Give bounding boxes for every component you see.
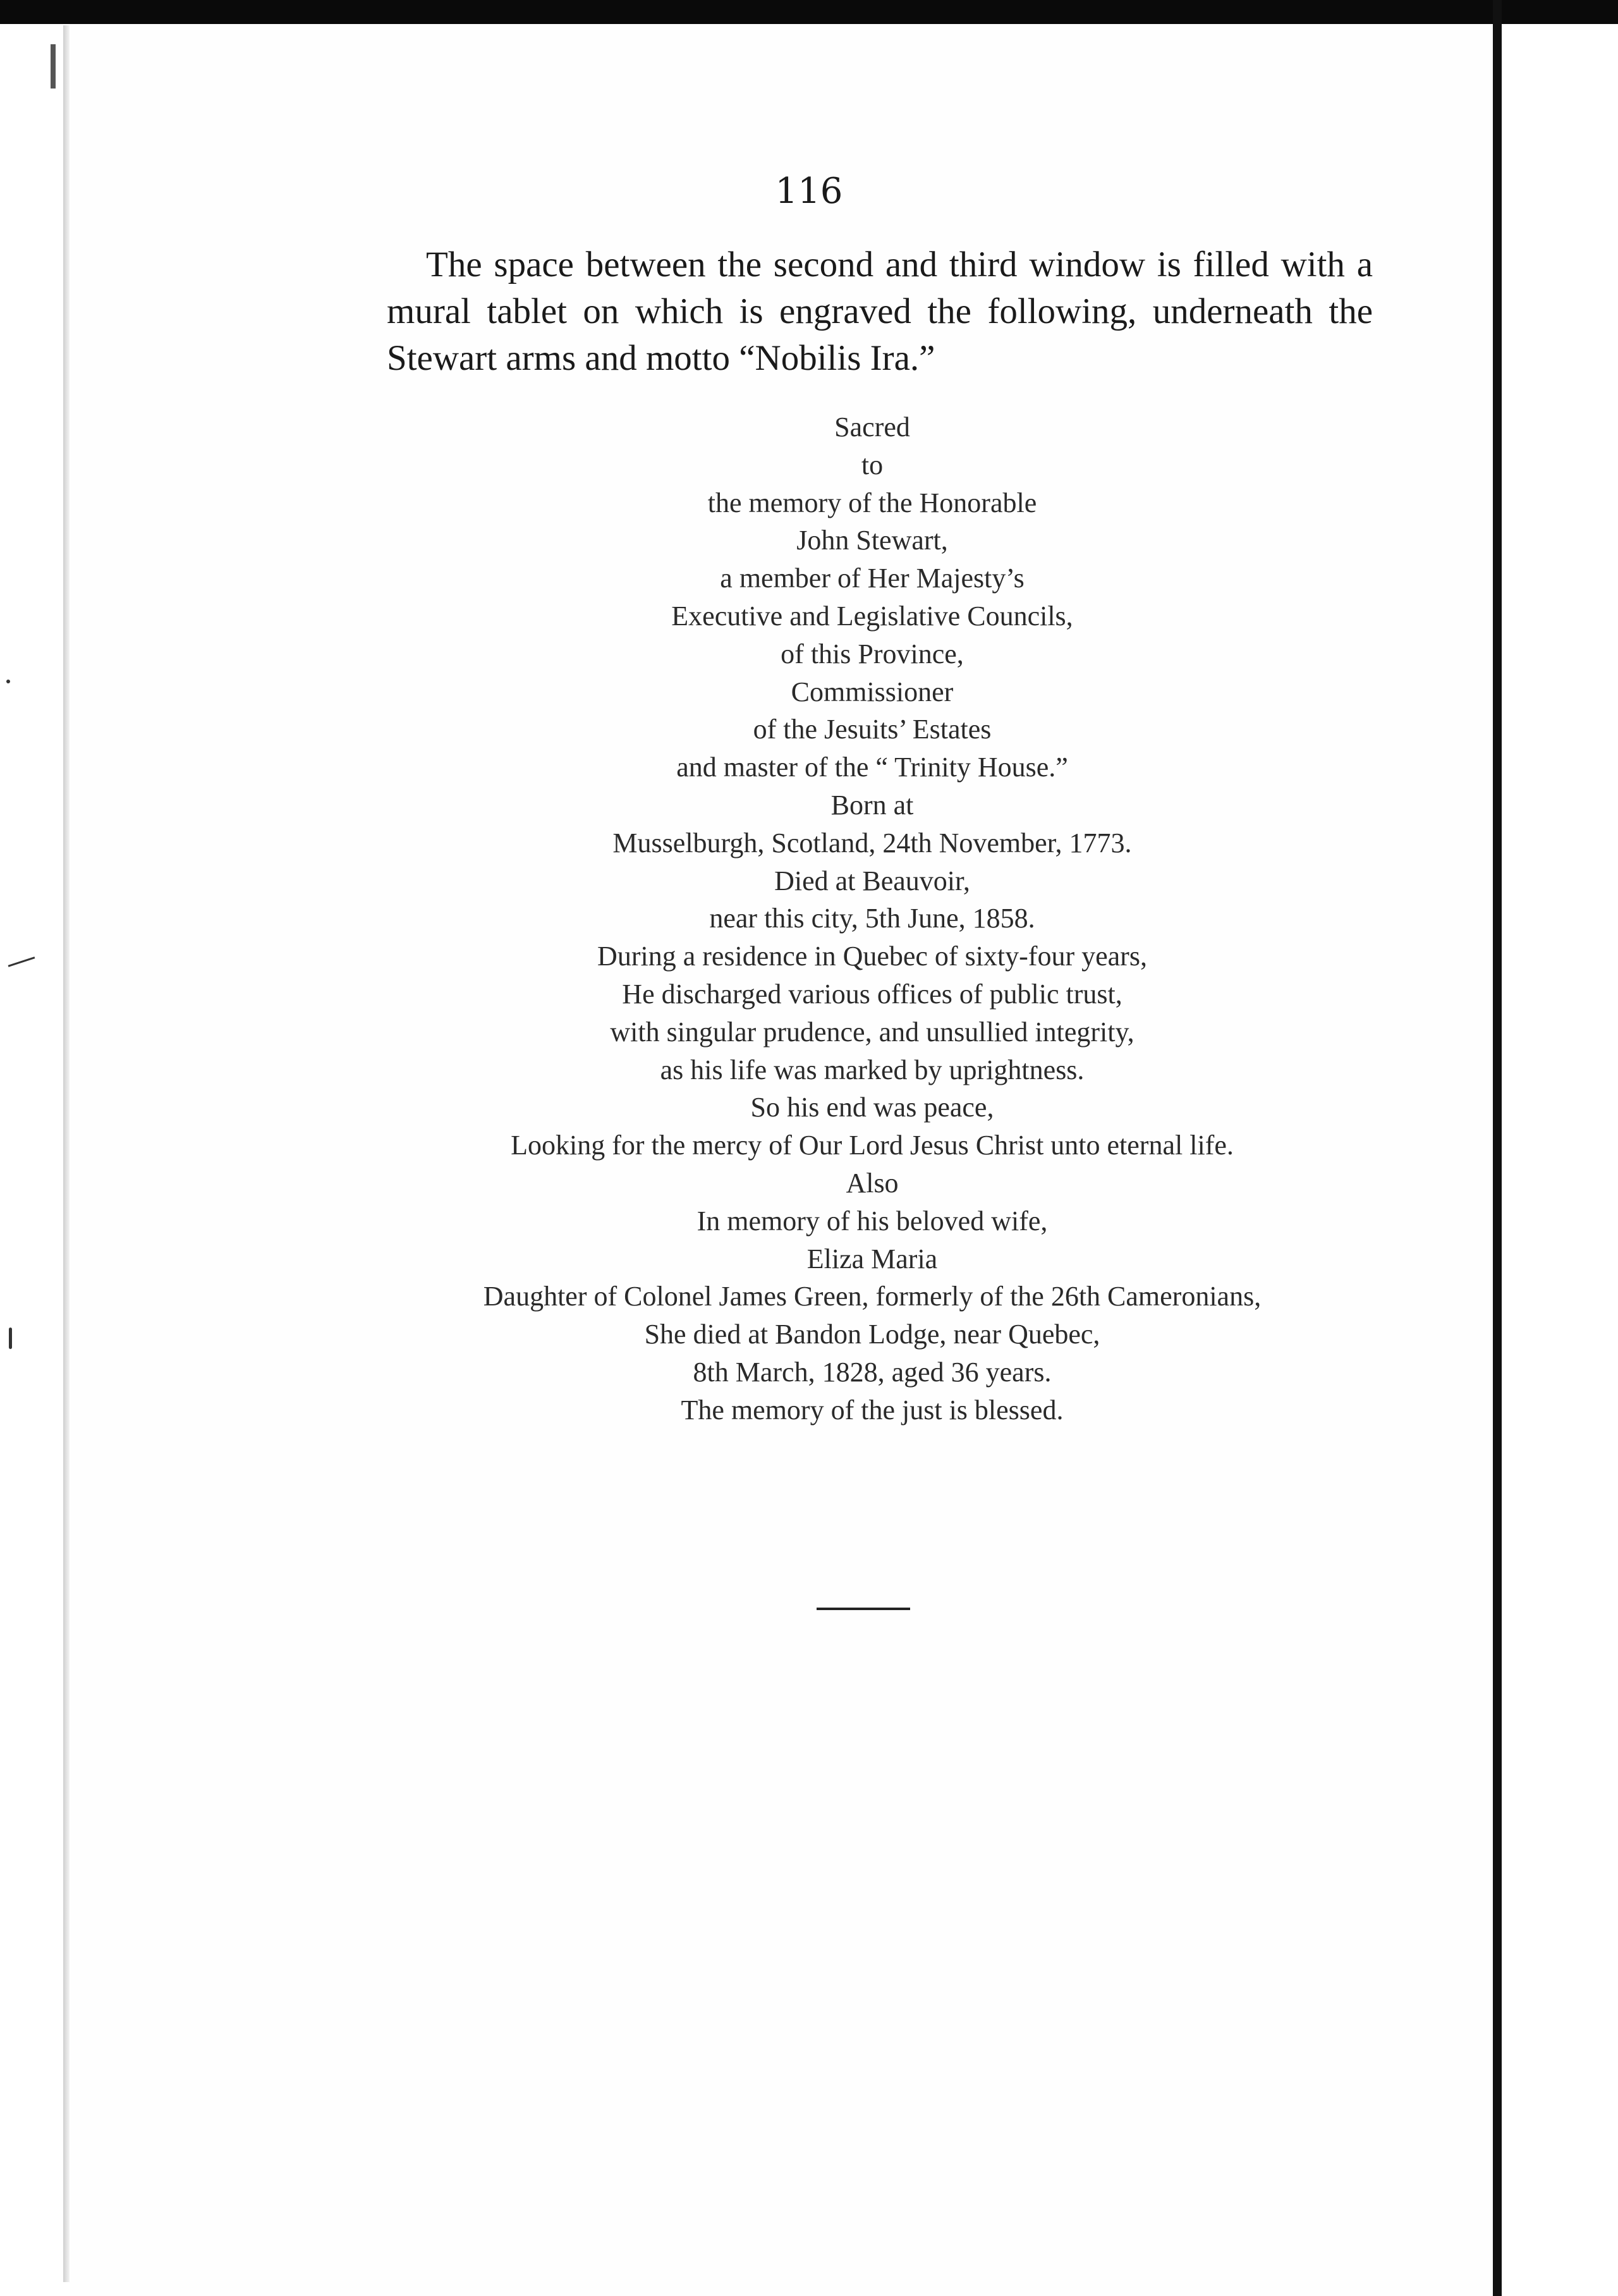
inscription-line: John Stewart, bbox=[796, 525, 948, 556]
inscription-line: the memory of the Honorable bbox=[707, 487, 1037, 518]
page-number: 116 bbox=[775, 171, 843, 212]
inscription-line: He discharged various offices of public trust, bbox=[622, 978, 1122, 1010]
intro-paragraph: The space between the second and third window is filled with a mural tablet on which is engraved the following, underneath the Stewart arms and motto “Nobilis Ira.” bbox=[387, 245, 1373, 378]
closing-rule bbox=[817, 1608, 910, 1610]
scan-speck bbox=[51, 44, 56, 89]
inscription-line: of this Province, bbox=[781, 638, 964, 669]
page-left-edge bbox=[63, 25, 70, 2282]
scan-right-border bbox=[1493, 0, 1502, 2296]
scan-speck bbox=[8, 956, 35, 967]
tablet-inscription bbox=[392, 408, 1353, 1429]
inscription-line: She died at Bandon Lodge, near Quebec, bbox=[644, 1319, 1100, 1350]
inscription-line: During a residence in Quebec of sixty-four years, bbox=[597, 941, 1147, 972]
scan-speck bbox=[9, 1328, 12, 1349]
inscription-line: 8th March, 1828, aged 36 years. bbox=[693, 1356, 1052, 1388]
inscription-line: So his end was peace, bbox=[750, 1092, 994, 1123]
scan-speck bbox=[6, 680, 10, 683]
inscription-line: The memory of the just is blessed. bbox=[681, 1394, 1064, 1426]
inscription-line: Died at Beauvoir, bbox=[774, 865, 970, 896]
inscription-line: Daughter of Colonel James Green, formerly of the 26th Cameronians, bbox=[483, 1281, 1262, 1312]
inscription-line: In memory of his beloved wife, bbox=[696, 1205, 1048, 1237]
inscription-line: Born at bbox=[830, 789, 914, 821]
inscription-line: Executive and Legislative Councils, bbox=[671, 600, 1073, 632]
inscription-line: Eliza Maria bbox=[806, 1243, 938, 1274]
inscription-line: Commissioner bbox=[791, 676, 954, 707]
inscription-line: of the Jesuits’ Estates bbox=[753, 714, 992, 745]
inscription-line: a member of Her Majesty’s bbox=[720, 563, 1025, 594]
inscription-line: to bbox=[861, 449, 884, 480]
inscription-line: as his life was marked by uprightness. bbox=[660, 1054, 1085, 1085]
inscription-line: Looking for the mercy of Our Lord Jesus Christ unto eternal life. bbox=[511, 1130, 1234, 1161]
inscription-line: Sacred bbox=[834, 412, 910, 443]
inscription-line: and master of the “ Trinity House.” bbox=[676, 752, 1068, 783]
inscription-line: with singular prudence, and unsullied integrity, bbox=[610, 1016, 1134, 1047]
inscription-line: Musselburgh, Scotland, 24th November, 1773. bbox=[612, 827, 1132, 858]
inscription-line: Also bbox=[846, 1167, 899, 1199]
scan-top-border bbox=[0, 0, 1618, 24]
inscription-line: near this city, 5th June, 1858. bbox=[709, 903, 1035, 934]
